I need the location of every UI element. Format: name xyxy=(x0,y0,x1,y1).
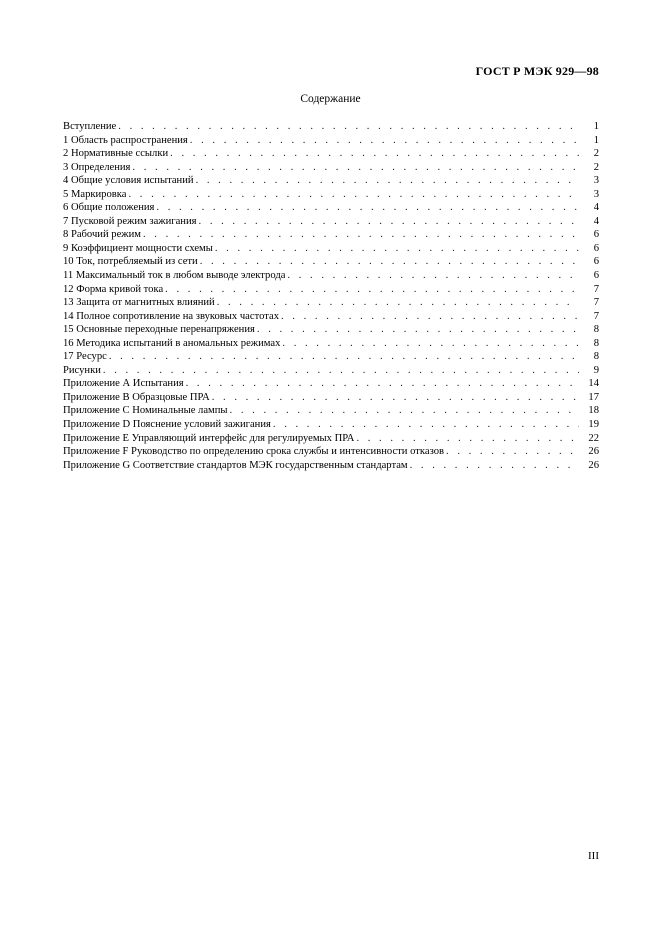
toc-entry-label: Приложение С Номинальные лампы xyxy=(63,405,228,417)
toc-entry[interactable] xyxy=(63,323,599,337)
toc-leader-dots xyxy=(170,147,579,161)
table-of-contents xyxy=(63,120,599,472)
toc-entry[interactable] xyxy=(63,215,599,229)
toc-entry-label: 6 Общие положения xyxy=(63,202,155,214)
toc-entry[interactable] xyxy=(63,134,599,148)
toc-leader-dots xyxy=(257,323,579,337)
toc-entry-page: 8 xyxy=(593,337,599,349)
toc-leader-dots xyxy=(132,161,579,175)
toc-entry[interactable] xyxy=(63,404,599,418)
toc-entry-page: 6 xyxy=(593,270,599,282)
toc-entry-label: 11 Максимальный ток в любом выводе электрода xyxy=(63,270,286,282)
toc-leader-dots xyxy=(200,255,579,269)
toc-entry[interactable] xyxy=(63,391,599,405)
toc-entry-label: Приложение В Образцовые ПРА xyxy=(63,391,210,403)
toc-leader-dots xyxy=(186,377,579,391)
toc-entry-label: Приложение А Испытания xyxy=(63,378,184,390)
toc-entry-page: 9 xyxy=(593,364,599,376)
toc-entry-label: 17 Ресурс xyxy=(63,351,107,363)
toc-entry-label: Рисунки xyxy=(63,364,101,376)
toc-entry-page: 6 xyxy=(593,256,599,268)
toc-leader-dots xyxy=(199,215,579,229)
toc-entry-label: 8 Рабочий режим xyxy=(63,229,141,241)
toc-entry-label: Приложение G Соответствие стандартов МЭК государственным стандартам xyxy=(63,459,408,471)
toc-entry-page: 7 xyxy=(593,310,599,322)
toc-leader-dots xyxy=(165,283,579,297)
toc-entry-label: Приложение Е Управляющий интерфейс для регулируемых ПРА xyxy=(63,432,355,444)
toc-entry[interactable] xyxy=(63,174,599,188)
toc-entry-page: 8 xyxy=(593,324,599,336)
toc-entry-page: 6 xyxy=(593,242,599,254)
toc-entry-page: 26 xyxy=(588,459,599,471)
toc-leader-dots xyxy=(118,120,579,134)
toc-entry[interactable] xyxy=(63,364,599,378)
toc-entry-label: Вступление xyxy=(63,121,117,132)
toc-entry[interactable] xyxy=(63,296,599,310)
toc-leader-dots xyxy=(156,201,579,215)
toc-leader-dots xyxy=(143,228,579,242)
toc-entry-page: 4 xyxy=(593,202,599,214)
toc-entry[interactable] xyxy=(63,161,599,175)
toc-entry[interactable] xyxy=(63,310,599,324)
toc-entry[interactable] xyxy=(63,283,599,297)
toc-entry-label: 12 Форма кривой тока xyxy=(63,283,164,295)
toc-entry-label: 3 Определения xyxy=(63,161,131,173)
toc-entry-page: 18 xyxy=(588,405,599,417)
toc-entry-label: 10 Ток, потребляемый из сети xyxy=(63,256,198,268)
toc-entry[interactable] xyxy=(63,228,599,242)
toc-leader-dots xyxy=(287,269,579,283)
toc-entry-label: 9 Коэффициент мощности схемы xyxy=(63,242,213,254)
toc-entry[interactable] xyxy=(63,459,599,473)
toc-entry-page: 2 xyxy=(593,161,599,173)
toc-leader-dots xyxy=(128,188,579,202)
toc-entry-page: 22 xyxy=(588,432,599,444)
toc-entry-page: 3 xyxy=(593,188,599,200)
toc-entry-page: 6 xyxy=(593,229,599,241)
toc-entry-page: 26 xyxy=(588,446,599,458)
toc-entry[interactable] xyxy=(63,377,599,391)
toc-leader-dots xyxy=(215,242,579,256)
toc-leader-dots xyxy=(212,391,579,405)
toc-entry-page: 7 xyxy=(593,297,599,309)
toc-leader-dots xyxy=(446,445,579,459)
toc-entry[interactable] xyxy=(63,201,599,215)
toc-leader-dots xyxy=(190,134,579,148)
document-header-code: ГОСТ Р МЭК 929—98 xyxy=(475,64,599,78)
toc-leader-dots xyxy=(282,337,579,351)
toc-leader-dots xyxy=(196,174,579,188)
toc-entry-page: 14 xyxy=(588,378,599,390)
toc-leader-dots xyxy=(356,432,579,446)
toc-entry-page: 8 xyxy=(593,351,599,363)
toc-leader-dots xyxy=(410,459,579,473)
toc-entry-label: 1 Область распространения xyxy=(63,134,188,146)
toc-entry-page: 17 xyxy=(588,391,599,403)
toc-entry[interactable] xyxy=(63,432,599,446)
toc-entry-label: 4 Общие условия испытаний xyxy=(63,175,194,187)
toc-leader-dots xyxy=(281,310,579,324)
toc-entry[interactable] xyxy=(63,120,599,134)
toc-entry-label: Приложение D Пояснение условий зажигания xyxy=(63,419,271,431)
toc-entry-page: 1 xyxy=(593,121,599,132)
toc-title: Содержание xyxy=(300,93,361,105)
toc-entry-label: 13 Защита от магнитных влияний xyxy=(63,297,215,309)
toc-entry-page: 7 xyxy=(593,283,599,295)
toc-leader-dots xyxy=(273,418,579,432)
toc-entry[interactable] xyxy=(63,350,599,364)
toc-entry-page: 4 xyxy=(593,215,599,227)
toc-entry-page: 19 xyxy=(588,419,599,431)
toc-entry[interactable] xyxy=(63,418,599,432)
toc-entry-label: 14 Полное сопротивление на звуковых частотах xyxy=(63,310,279,322)
toc-entry-page: 1 xyxy=(593,134,599,146)
toc-entry[interactable] xyxy=(63,242,599,256)
toc-entry[interactable] xyxy=(63,188,599,202)
toc-leader-dots xyxy=(230,404,579,418)
toc-entry[interactable] xyxy=(63,147,599,161)
toc-entry-page: 2 xyxy=(593,148,599,160)
toc-entry-label: 15 Основные переходные перенапряжения xyxy=(63,324,255,336)
toc-leader-dots xyxy=(109,350,579,364)
toc-leader-dots xyxy=(103,364,579,378)
toc-entry[interactable] xyxy=(63,445,599,459)
toc-entry-label: 7 Пусковой режим зажигания xyxy=(63,215,197,227)
toc-entry-label: 5 Маркировка xyxy=(63,188,127,200)
toc-entry[interactable] xyxy=(63,269,599,283)
toc-entry[interactable] xyxy=(63,337,599,351)
toc-entry-label: 16 Методика испытаний в аномальных режимах xyxy=(63,337,281,349)
toc-leader-dots xyxy=(217,296,579,310)
toc-entry-label: 2 Нормативные ссылки xyxy=(63,148,169,160)
toc-entry-label: Приложение F Руководство по определению срока службы и интенсивности отказов xyxy=(63,446,445,458)
toc-entry[interactable] xyxy=(63,255,599,269)
toc-entry-page: 3 xyxy=(593,175,599,187)
page-number: III xyxy=(588,850,599,862)
